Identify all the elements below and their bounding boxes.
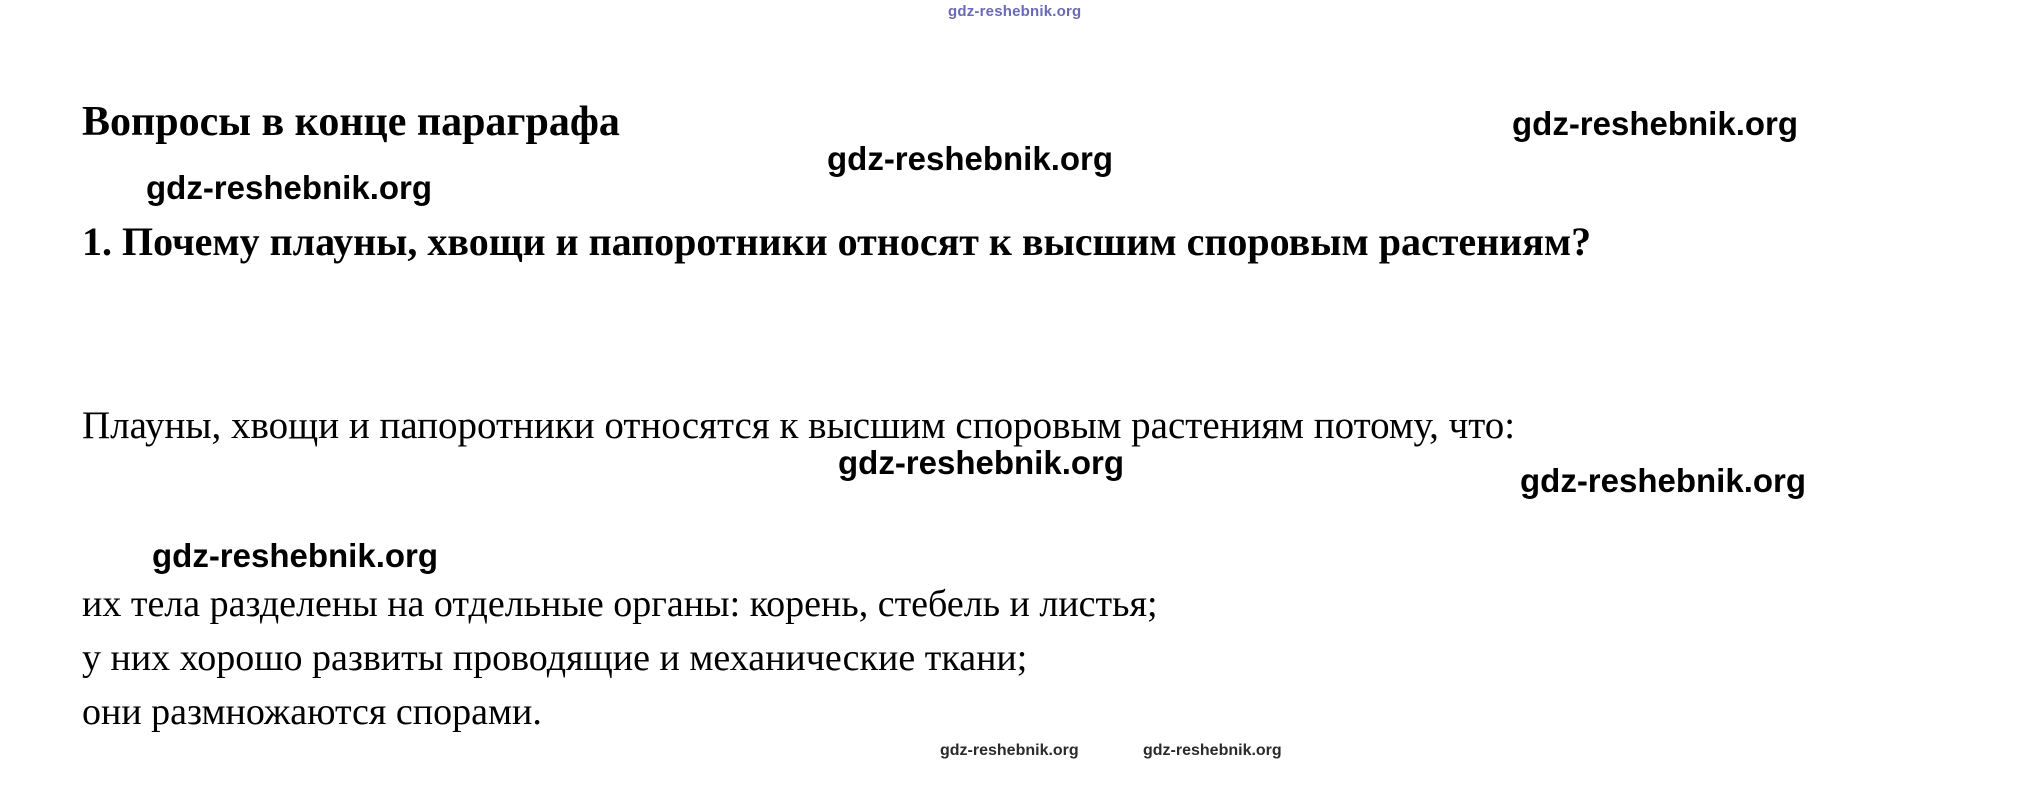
watermark-answer-right: gdz-reshebnik.org xyxy=(1520,462,1807,499)
watermark-heading-left: gdz-reshebnik.org xyxy=(146,169,433,206)
watermark-heading-center: gdz-reshebnik.org xyxy=(827,140,1114,177)
watermark-bottom-left: gdz-reshebnik.org xyxy=(940,742,1079,759)
list-item: у них хорошо развиты проводящие и механические ткани; xyxy=(82,636,1028,679)
watermark-heading-right: gdz-reshebnik.org xyxy=(1512,105,1799,142)
page-title: Вопросы в конце параграфа xyxy=(82,99,620,145)
watermark-answer-left: gdz-reshebnik.org xyxy=(152,537,439,574)
list-item: они размножаются спорами. xyxy=(82,690,542,733)
watermark-answer-center: gdz-reshebnik.org xyxy=(838,444,1125,481)
question-text: 1. Почему плауны, хвощи и папоротники относят к высшим споровым растениям? xyxy=(82,219,1592,264)
watermark-top: gdz-reshebnik.org xyxy=(948,3,1082,20)
answer-intro-text: Плауны, хвощи и папоротники относятся к высшим споровым растениям потому, что: xyxy=(82,404,1516,447)
list-item: их тела разделены на отдельные органы: корень, стебель и листья; xyxy=(82,583,1158,625)
watermark-bottom-right: gdz-reshebnik.org xyxy=(1143,742,1282,759)
answer-list xyxy=(82,578,1962,740)
